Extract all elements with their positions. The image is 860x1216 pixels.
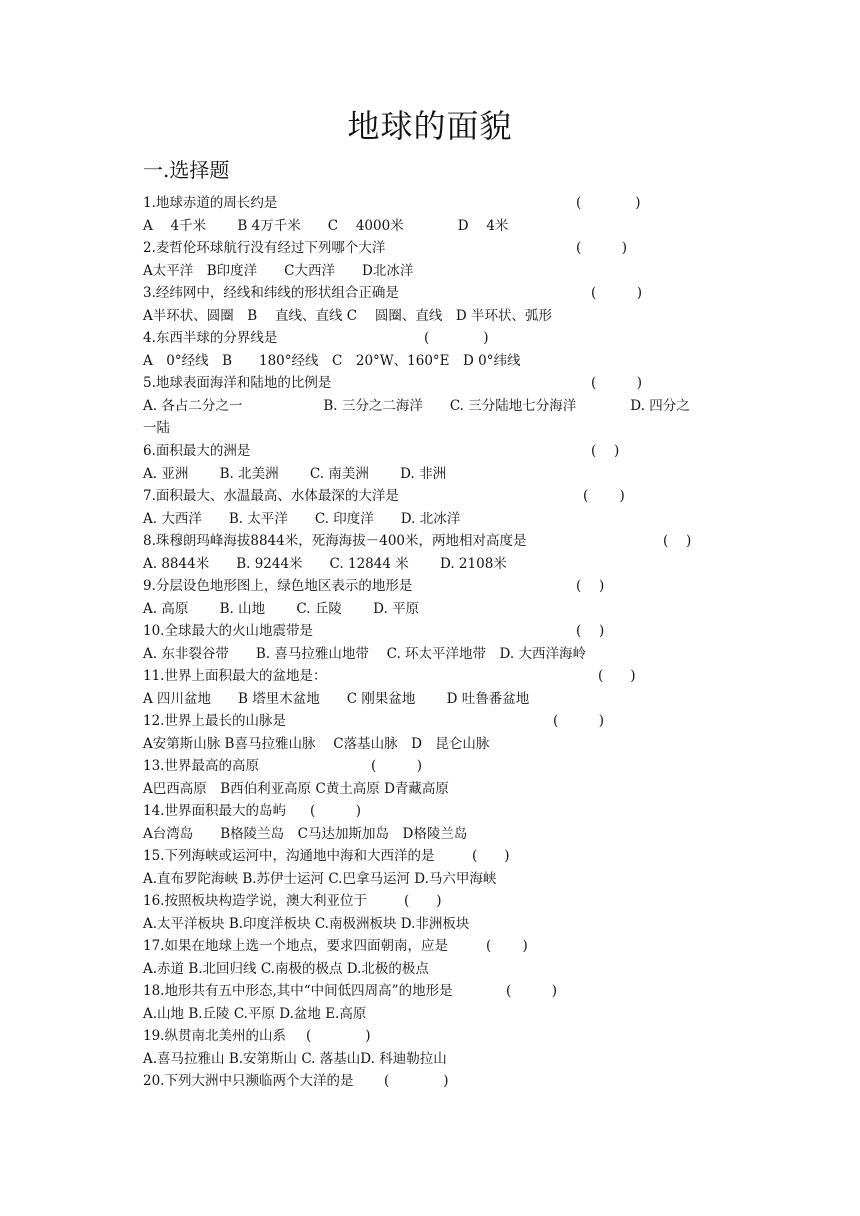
question-17: 17.如果在地球上选一个地点，要求四面朝南，应是 bbox=[143, 938, 448, 954]
section-heading: 一.选择题 bbox=[143, 158, 230, 182]
options-2: A太平洋 B印度洋 C大西洋 D北冰洋 bbox=[143, 263, 414, 279]
answer-paren-18: ( ) bbox=[506, 983, 558, 999]
options-5-continued: 一陆 bbox=[143, 420, 170, 436]
answer-paren-13: ( ) bbox=[371, 758, 423, 774]
options-4: A 0°经线 B 180°经线 C 20°W、160°E D 0°纬线 bbox=[143, 353, 521, 369]
options-16: A.太平洋板块 B.印度洋板块 C.南极洲板块 D.非洲板块 bbox=[143, 916, 470, 932]
answer-paren-19: ( ) bbox=[306, 1028, 371, 1044]
question-14: 14.世界面积最大的岛屿 bbox=[143, 803, 286, 819]
answer-paren-2: ( ) bbox=[576, 240, 628, 256]
question-15: 15.下列海峡或运河中，沟通地中海和大西洋的是 bbox=[143, 848, 435, 864]
answer-paren-10: ( ) bbox=[576, 623, 605, 639]
answer-paren-3: ( ) bbox=[591, 285, 643, 301]
answer-paren-5: ( ) bbox=[591, 375, 643, 391]
question-13: 13.世界最高的高原 bbox=[143, 758, 259, 774]
answer-paren-9: ( ) bbox=[576, 578, 605, 594]
answer-paren-17: ( ) bbox=[486, 938, 528, 954]
question-2: 2.麦哲伦环球航行没有经过下列哪个大洋 bbox=[143, 240, 386, 256]
options-17: A.赤道 B.北回归线 C.南极的极点 D.北极的极点 bbox=[143, 961, 429, 977]
question-7: 7.面积最大、水温最高、水体最深的大洋是 bbox=[143, 488, 399, 504]
options-6: A. 亚洲 B. 北美洲 C. 南美洲 D. 非洲 bbox=[143, 466, 447, 482]
question-5: 5.地球表面海洋和陆地的比例是 bbox=[143, 375, 332, 391]
answer-paren-15: ( ) bbox=[472, 848, 510, 864]
question-18: 18.地形共有五中形态,其中“中间低四周高”的地形是 bbox=[143, 983, 453, 999]
options-18: A.山地 B.丘陵 C.平原 D.盆地 E.高原 bbox=[143, 1006, 367, 1022]
options-11: A 四川盆地 B 塔里木盆地 C 刚果盆地 D 吐鲁番盆地 bbox=[143, 691, 530, 707]
options-15: A.直布罗陀海峡 B.苏伊士运河 C.巴拿马运河 D.马六甲海峡 bbox=[143, 871, 497, 887]
answer-paren-8: ( ) bbox=[663, 533, 692, 549]
options-5: A. 各占二分之一 B. 三分之二海洋 C. 三分陆地七分海洋 D. 四分之 bbox=[143, 398, 690, 414]
question-4: 4.东西半球的分界线是 bbox=[143, 330, 278, 346]
options-3: A半环状、圆圈 B 直线、直线 C 圆圈、直线 D 半环状、弧形 bbox=[143, 308, 552, 324]
answer-paren-11: ( ) bbox=[598, 668, 636, 684]
answer-paren-16: ( ) bbox=[404, 893, 442, 909]
options-14: A台湾岛 B格陵兰岛 C马达加斯加岛 D格陵兰岛 bbox=[143, 826, 468, 842]
options-13: A巴西高原 B西伯利亚高原 C黄土高原 D青藏高原 bbox=[143, 781, 449, 797]
question-11: 11.世界上面积最大的盆地是： bbox=[143, 668, 327, 684]
question-3: 3.经纬网中，经线和纬线的形状组合正确是 bbox=[143, 285, 399, 301]
question-20: 20.下列大洲中只濒临两个大洋的是 bbox=[143, 1073, 354, 1089]
question-10: 10.全球最大的火山地震带是 bbox=[143, 623, 313, 639]
options-1: A 4千米 B 4万千米 C 4000米 D 4米 bbox=[143, 218, 509, 234]
answer-paren-1: ( ) bbox=[576, 195, 641, 211]
options-12: A安第斯山脉 B喜马拉雅山脉 C落基山脉 D 昆仑山脉 bbox=[143, 736, 490, 752]
question-9: 9.分层设色地形图上，绿色地区表示的地形是 bbox=[143, 578, 413, 594]
question-16: 16.按照板块构造学说，澳大利亚位于 bbox=[143, 893, 367, 909]
page-title: 地球的面貌 bbox=[347, 107, 513, 145]
question-1: 1.地球赤道的周长约是 bbox=[143, 195, 278, 211]
options-8: A. 8844米 B. 9244米 C. 12844 米 D. 2108米 bbox=[143, 556, 507, 572]
options-10: A. 东非裂谷带 B. 喜马拉雅山地带 C. 环太平洋地带 D. 大西洋海岭 bbox=[143, 646, 586, 662]
options-9: A. 高原 B. 山地 C. 丘陵 D. 平原 bbox=[143, 601, 420, 617]
answer-paren-6: ( ) bbox=[591, 443, 620, 459]
question-8: 8.珠穆朗玛峰海拔8844米，死海海拔－400米，两地相对高度是 bbox=[143, 533, 527, 549]
answer-paren-20: ( ) bbox=[384, 1073, 449, 1089]
answer-paren-12: ( ) bbox=[553, 713, 605, 729]
answer-paren-4: ( ) bbox=[424, 330, 489, 346]
question-12: 12.世界上最长的山脉是 bbox=[143, 713, 286, 729]
options-7: A. 大西洋 B. 太平洋 C. 印度洋 D. 北冰洋 bbox=[143, 511, 461, 527]
options-19: A.喜马拉雅山 B.安第斯山 C. 落基山D. 科迪勒拉山 bbox=[143, 1051, 447, 1067]
question-19: 19.纵贯南北美州的山系 bbox=[143, 1028, 286, 1044]
question-6: 6.面积最大的洲是 bbox=[143, 443, 251, 459]
answer-paren-7: ( ) bbox=[583, 488, 625, 504]
answer-paren-14: ( ) bbox=[310, 803, 362, 819]
